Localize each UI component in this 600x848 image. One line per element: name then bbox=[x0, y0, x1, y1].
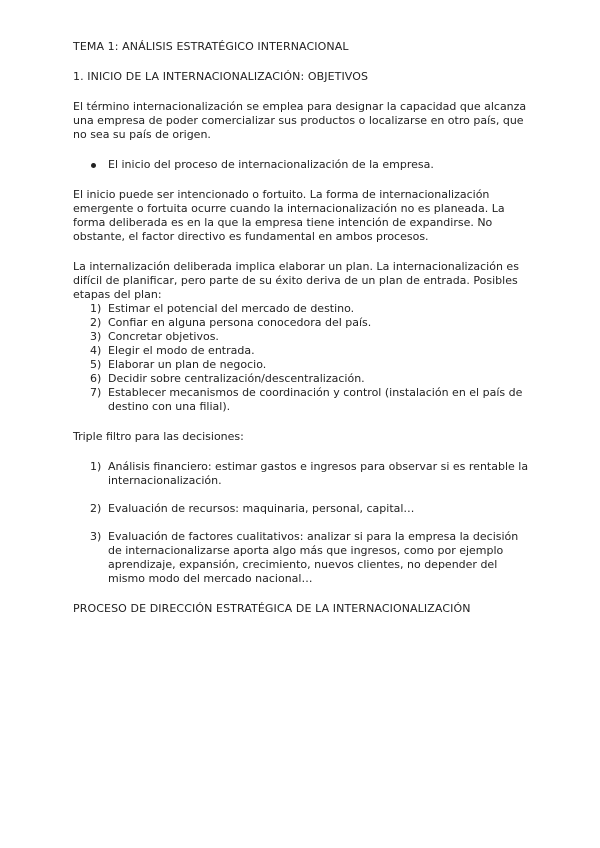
list-item-text: Estimar el potencial del mercado de destino. bbox=[108, 302, 355, 315]
list-item bbox=[90, 460, 533, 488]
paragraph-inicio: El inicio puede ser intencionado o fortuito. La forma de internacionalización emergente o fortuita ocurre cuando la internacionalización no es planeada. La forma deliberada es en la que la empresa tiene intención de expandirse. No obstante, el factor directivo es fundamental en ambos procesos. bbox=[73, 188, 505, 243]
list-item-number: 6) bbox=[90, 372, 102, 385]
list-item-text: Decidir sobre centralización/descentralización. bbox=[108, 372, 365, 385]
document-title: TEMA 1: ANÁLISIS ESTRATÉGICO INTERNACIONAL bbox=[73, 40, 349, 53]
plan-stages-list bbox=[73, 302, 533, 414]
section-heading-proceso: PROCESO DE DIRECCIÓN ESTRATÉGICA DE LA INTERNACIONALIZACIÓN bbox=[73, 602, 471, 615]
list-item bbox=[90, 316, 533, 330]
paragraph-definition: El término internacionalización se emplea para designar la capacidad que alcanza una empresa de poder comercializar sus productos o localizarse en otro país, que no sea su país de origen. bbox=[73, 100, 527, 141]
decision-filters-list bbox=[73, 460, 533, 586]
document-body bbox=[73, 40, 533, 616]
list-item-number: 3) bbox=[90, 330, 102, 343]
list-item bbox=[91, 158, 533, 172]
list-item-text: Análisis financiero: estimar gastos e ingresos para observar si es rentable la internacionalización. bbox=[108, 460, 529, 487]
list-item-text: Elaborar un plan de negocio. bbox=[108, 358, 267, 371]
list-item bbox=[90, 302, 533, 316]
list-item-text: Evaluación de recursos: maquinaria, personal, capital… bbox=[108, 502, 415, 515]
bullet-icon bbox=[91, 163, 96, 168]
list-item-number: 5) bbox=[90, 358, 102, 371]
list-item-text: Establecer mecanismos de coordinación y control (instalación en el país de destino con una filial). bbox=[108, 386, 523, 413]
paragraph-filter-intro: Triple filtro para las decisiones: bbox=[73, 430, 244, 443]
list-item-number: 4) bbox=[90, 344, 102, 357]
paragraph-plan: La internalización deliberada implica elaborar un plan. La internacionalización es difícil de planificar, pero parte de su éxito deriva de un plan de entrada. Posibles etapas del plan: bbox=[73, 260, 519, 301]
list-item bbox=[90, 386, 533, 414]
list-item bbox=[90, 330, 533, 344]
list-item-number: 7) bbox=[90, 386, 102, 399]
list-item-number: 3) bbox=[90, 530, 102, 543]
list-item bbox=[90, 502, 533, 516]
list-item-number: 1) bbox=[90, 302, 102, 315]
list-item bbox=[90, 530, 533, 586]
list-item bbox=[90, 358, 533, 372]
list-item-number: 2) bbox=[90, 316, 102, 329]
list-item bbox=[90, 344, 533, 358]
list-item-text: Concretar objetivos. bbox=[108, 330, 219, 343]
list-item-text: El inicio del proceso de internacionalización de la empresa. bbox=[108, 158, 434, 171]
list-item bbox=[90, 372, 533, 386]
list-item-text: Elegir el modo de entrada. bbox=[108, 344, 255, 357]
bullet-list bbox=[73, 158, 533, 172]
list-item-number: 2) bbox=[90, 502, 102, 515]
list-item-text: Evaluación de factores cualitativos: analizar si para la empresa la decisión de internacionalizarse aporta algo más que ingresos, como por ejemplo aprendizaje, expansión, crecimiento, nuevos clientes, no depender del mismo modo del mercado nacional… bbox=[108, 530, 519, 585]
list-item-text: Confiar en alguna persona conocedora del país. bbox=[108, 316, 372, 329]
section-heading-objetivos: 1. INICIO DE LA INTERNACIONALIZACIÓN: OBJETIVOS bbox=[73, 70, 369, 83]
list-item-number: 1) bbox=[90, 460, 102, 473]
